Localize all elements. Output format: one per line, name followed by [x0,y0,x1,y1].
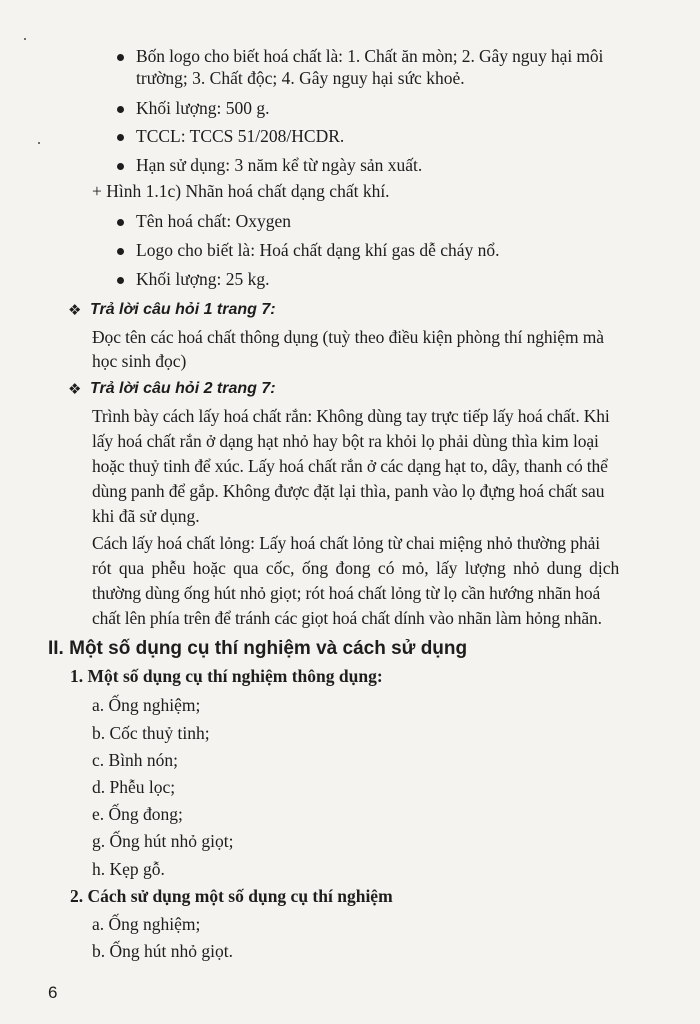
list-item: h. Kẹp gỗ. [92,859,165,879]
bullet-marker [117,54,124,61]
list-item: d. Phễu lọc; [92,777,176,797]
body-text: hoặc thuỷ tinh để xúc. Lấy hoá chất rắn ở các dạng hạt to, dây, thanh có thể [92,456,608,476]
body-text: thường dùng ống hút nhỏ giọt; rót hoá chất lỏng từ lọ cần hướng nhãn hoá [92,583,601,603]
subsection-heading: 1. Một số dụng cụ thí nghiệm thông dụng: [70,666,383,686]
list-item: b. Ống hút nhỏ giọt. [92,941,233,961]
body-text: rót qua phễu hoặc qua cốc, ống đong có mỏ, lấy lượng nhỏ dung dịch [92,558,620,578]
body-text: học sinh đọc) [92,351,187,371]
body-text: TCCL: TCCS 51/208/HCDR. [136,126,345,146]
answer-heading: Trả lời câu hỏi 1 trang 7: [90,301,276,318]
body-text: Đọc tên các hoá chất thông dụng (tuỳ theo điều kiện phòng thí nghiệm mà [92,327,604,347]
body-text: lấy hoá chất rắn ở dạng hạt nhỏ hay bột ra khỏi lọ phải dùng thìa kim loại [92,431,599,451]
page-number: 6 [48,983,58,1002]
bullet-marker [117,248,124,255]
body-text: dùng panh để gắp. Không được đặt lại thìa, panh vào lọ đựng hoá chất sau [92,481,605,501]
figure-caption-line: + Hình 1.1c) Nhãn hoá chất dạng chất khí. [92,181,390,201]
body-text: Khối lượng: 25 kg. [136,269,270,289]
body-text: chất lên phía trên để tránh các giọt hoá chất dính vào nhãn làm hỏng nhãn. [92,608,602,628]
list-item: c. Bình nón; [92,750,179,770]
bullet-marker [117,277,124,284]
body-text: Khối lượng: 500 g. [136,98,270,118]
bullet-marker [117,134,124,141]
bullet-marker [117,219,124,226]
list-item: b. Cốc thuỷ tinh; [92,723,210,743]
list-item: a. Ống nghiệm; [92,695,201,715]
list-item: g. Ống hút nhỏ giọt; [92,831,234,851]
body-text: Tên hoá chất: Oxygen [136,211,292,231]
diamond-bullet-icon: ❖ [68,380,82,398]
list-item: e. Ống đong; [92,804,183,824]
section-heading: II. Một số dụng cụ thí nghiệm và cách sử dụng [48,638,468,659]
body-text: Logo cho biết là: Hoá chất dạng khí gas dễ cháy nổ. [136,240,500,260]
bullet-marker [117,106,124,113]
body-text: Trình bày cách lấy hoá chất rắn: Không dùng tay trực tiếp lấy hoá chất. Khi [92,406,610,426]
bullet-marker [117,163,124,170]
list-item: a. Ống nghiệm; [92,914,201,934]
diamond-bullet-icon: ❖ [68,301,82,319]
speck [38,142,40,144]
subsection-heading: 2. Cách sử dụng một số dụng cụ thí nghiệm [70,886,393,906]
body-text: Cách lấy hoá chất lỏng: Lấy hoá chất lỏng từ chai miệng nhỏ thường phải [92,533,601,553]
speck [24,38,26,40]
body-text: Hạn sử dụng: 3 năm kể từ ngày sản xuất. [136,155,423,175]
answer-heading: Trả lời câu hỏi 2 trang 7: [90,380,276,397]
body-text: khi đã sử dụng. [92,506,200,526]
body-text: trường; 3. Chất độc; 4. Gây nguy hại sức khoẻ. [136,68,465,88]
body-text: Bốn logo cho biết hoá chất là: 1. Chất ăn mòn; 2. Gây nguy hại môi [136,46,604,66]
